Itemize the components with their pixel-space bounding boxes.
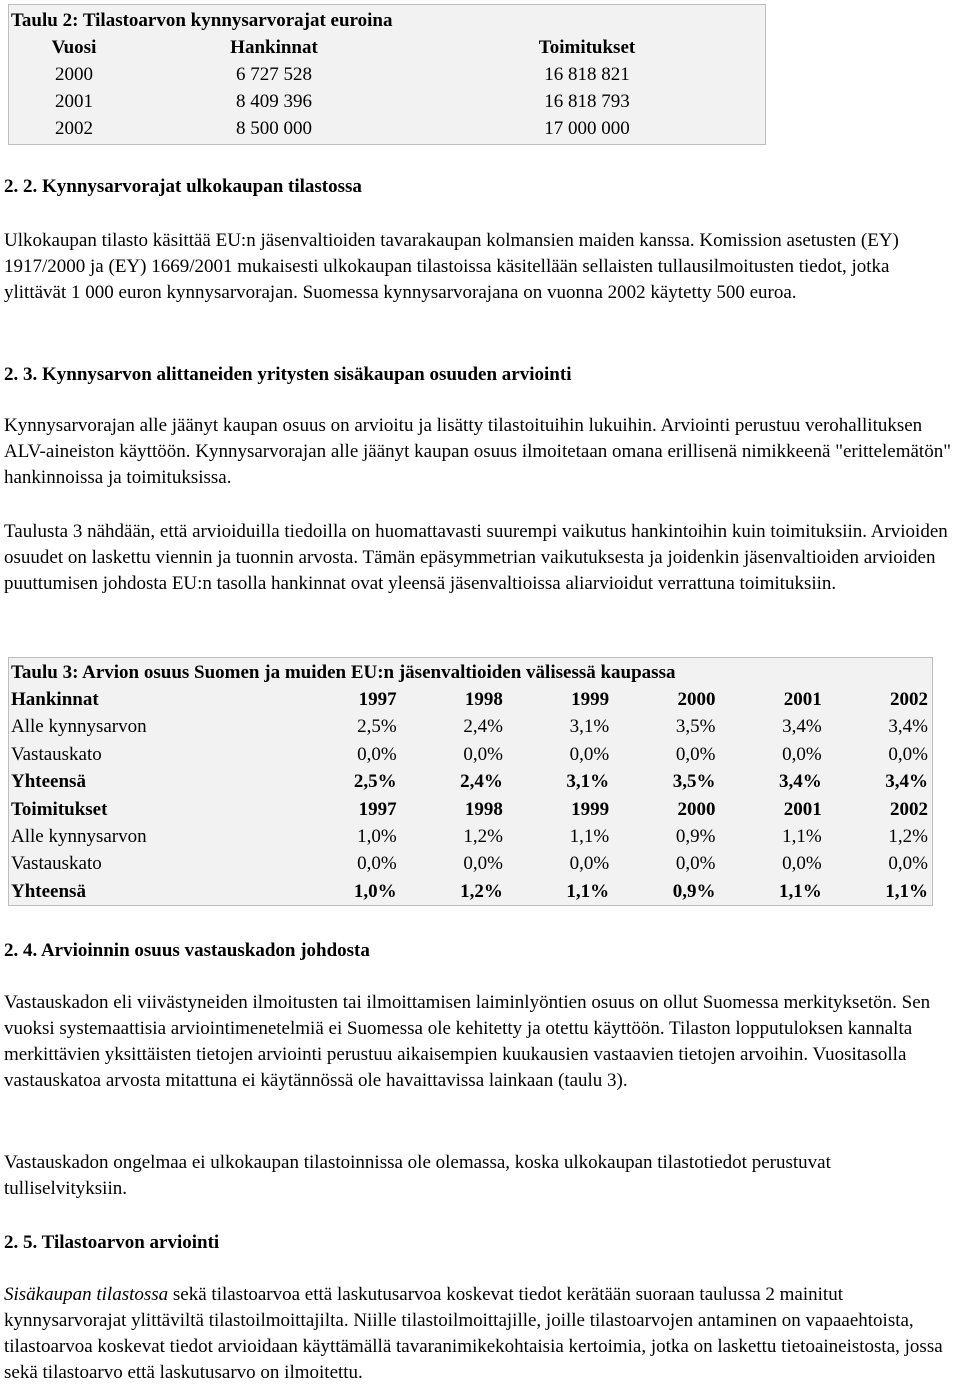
table-cell: 2001: [55, 91, 93, 112]
table-cell: 0,0%: [463, 853, 503, 875]
table-cell: 0,0%: [782, 853, 822, 875]
table-cell: 1998: [464, 798, 503, 820]
table-cell: 0,0%: [569, 743, 610, 765]
table-cell: 6 727 528: [236, 64, 312, 85]
table-cell: 0,0%: [357, 743, 397, 765]
table-cell: 2,5%: [353, 771, 397, 793]
table-cell: 3,4%: [778, 771, 822, 793]
section-2-2-heading: 2. 2. Kynnysarvorajat ulkokaupan tilastossa: [4, 176, 362, 197]
table-row-label: Yhteensä: [11, 771, 86, 793]
table-3-body: [9, 686, 932, 905]
table-row-label: Vastauskato: [11, 853, 102, 875]
table-cell: 3,4%: [885, 771, 928, 793]
table-3: [8, 657, 933, 906]
table-row-label: Yhteensä: [11, 880, 86, 902]
table-row: [9, 686, 932, 713]
table-cell: 3,4%: [782, 716, 822, 738]
table-cell: 3,1%: [569, 716, 610, 738]
table-2-header-acquisitions: Hankinnat: [230, 37, 318, 58]
table-row: [9, 823, 932, 850]
table-cell: 2000: [677, 689, 716, 710]
table-2-caption: Taulu 2: Tilastoarvon kynnysarvorajat euroina: [11, 10, 393, 31]
section-2-4-paragraph-2: Vastauskadon ongelmaa ei ulkokaupan tilastoinnissa ole olemassa, koska ulkokaupan tilastotiedot perustuvat tulliselvityksiin.: [4, 1152, 831, 1199]
table-2-header-year: Vuosi: [51, 37, 97, 58]
table-cell: 0,0%: [888, 853, 928, 875]
table-cell: 1,1%: [778, 880, 822, 902]
table-cell: 17 000 000: [544, 118, 630, 139]
table-row-label: Alle kynnysarvon: [11, 825, 147, 847]
table-cell: 1,1%: [569, 825, 610, 847]
table-cell: 0,0%: [569, 853, 610, 875]
table-row-label: Vastauskato: [11, 743, 102, 765]
section-2-4-heading: 2. 4. Arvioinnin osuus vastauskadon johdosta: [4, 940, 370, 961]
table-cell: 1,1%: [885, 880, 928, 902]
table-cell: 1,1%: [566, 880, 610, 902]
table-row: [9, 741, 932, 768]
table-cell: 8 409 396: [236, 91, 312, 112]
table-cell: 16 818 821: [544, 64, 630, 85]
table-cell: 1,0%: [353, 880, 397, 902]
table-row: [9, 713, 932, 740]
table-cell: 2,4%: [463, 716, 503, 738]
section-2-5-heading: 2. 5. Tilastoarvon arviointi: [4, 1232, 220, 1253]
table-row: [9, 88, 765, 115]
table-cell: 2,4%: [460, 771, 503, 793]
table-cell: 0,9%: [672, 880, 716, 902]
table-row-label: Hankinnat: [11, 689, 99, 710]
table-cell: 1,2%: [460, 880, 503, 902]
table-cell: 2001: [783, 689, 822, 710]
table-cell: 2002: [889, 689, 928, 710]
table-cell: 16 818 793: [544, 91, 630, 112]
table-cell: 3,4%: [888, 716, 928, 738]
table-cell: 0,0%: [463, 743, 503, 765]
table-cell: 1,0%: [357, 825, 397, 847]
table-cell: 2002: [55, 118, 93, 139]
table-cell: 1998: [464, 689, 503, 710]
table-row: [9, 878, 932, 905]
table-cell: 0,0%: [782, 743, 822, 765]
table-cell: 1999: [571, 798, 610, 820]
table-cell: 3,1%: [566, 771, 610, 793]
section-2-3-paragraph-1: Kynnysarvorajan alle jäänyt kaupan osuus on arvioitu ja lisätty tilastoituihin lukuihin. Arviointi perustuu verohallituksen ALV-aineiston käyttöön. Kynnysarvorajan alle jäänyt kaupan osuus ilmoitetaan omana erillisenä nimikkeenä "erittelemätön" hankinnoissa ja toimituksissa.: [4, 415, 951, 488]
table-cell: 8 500 000: [236, 118, 312, 139]
section-2-2-paragraph: Ulkokaupan tilasto käsittää EU:n jäsenvaltioiden tavarakaupan kolmansien maiden kanssa. Komission asetusten (EY) 1917/2000 ja (EY) 1669/2001 mukaisesti ulkokaupan tilastoissa käsitellään sellaisten tullausilmoitusten tiedot, jotka ylittävät 1 000 euron kynnysarvorajan. Suomessa kynnysarvorajana on vuonna 2002 käytetty 500 euroa.: [4, 230, 899, 303]
table-2-header-row: [9, 34, 765, 61]
table-cell: 2,5%: [357, 716, 397, 738]
italic-term: Sisäkaupan tilastossa: [4, 1284, 169, 1305]
section-2-3-heading: 2. 3. Kynnysarvon alittaneiden yritysten sisäkaupan osuuden arviointi: [4, 364, 572, 385]
table-cell: 0,0%: [675, 853, 716, 875]
table-row: [9, 796, 932, 823]
paragraph-text: sekä tilastoarvoa että laskutusarvoa koskevat tiedot kerätään suoraan taulussa 2 mainitut kynnysarvorajat ylittäviltä tilastoilmoittajilta. Niille tilastoilmoittajille, joille tilastoarvojen antaminen on vapaaehtoista, tilastoarvoa koskevat tiedot arvioidaan käyttämällä tavaranimikekohtaisia kertoimia, jotka on laskettu tietoaineistosta, jossa sekä tilastoarvo että laskutusarvo on ilmoitettu.: [4, 1284, 943, 1383]
table-row: [9, 850, 932, 877]
table-cell: 3,5%: [675, 716, 716, 738]
table-cell: 1,2%: [463, 825, 503, 847]
table-cell: 2002: [889, 798, 928, 820]
table-cell: 1,2%: [888, 825, 928, 847]
table-cell: 0,0%: [357, 853, 397, 875]
table-row-label: Alle kynnysarvon: [11, 716, 147, 738]
table-cell: 2001: [783, 798, 822, 820]
table-cell: 0,0%: [888, 743, 928, 765]
table-cell: 3,5%: [672, 771, 716, 793]
table-cell: 0,0%: [675, 743, 716, 765]
section-2-3-paragraph-2: Taulusta 3 nähdään, että arvioiduilla tiedoilla on huomattavasti suurempi vaikutus hankintoihin kuin toimituksiin. Arvioiden osuudet on laskettu viennin ja tuonnin arvosta. Tämän epäsymmetrian vaikutuksesta ja joidenkin jäsenvaltioiden arvioiden puuttumisen johdosta EU:n tasolla hankinnat ovat yleensä jäsenvaltioissa aliarvioidut verrattuna toimituksiin.: [4, 521, 948, 594]
table-row: [9, 61, 765, 88]
section-2-5-paragraph: [4, 1282, 954, 1386]
table-cell: 1999: [571, 689, 610, 710]
table-2: [8, 4, 766, 145]
table-cell: 1997: [358, 689, 397, 710]
table-cell: 1,1%: [782, 825, 822, 847]
table-cell: 2000: [55, 64, 93, 85]
table-3-caption: Taulu 3: Arvion osuus Suomen ja muiden EU:n jäsenvaltioiden välisessä kaupassa: [11, 662, 676, 683]
table-row: [9, 115, 765, 142]
section-2-4-paragraph-1: Vastauskadon eli viivästyneiden ilmoitusten tai ilmoittamisen laiminlyöntien osuus on ollut Suomessa merkityksetön. Sen vuoksi systemaattisia arviointimenetelmiä ei Suomessa ole kehitetty ja otettu käyttöön. Tilaston lopputuloksen kannalta merkittävien yksittäisten tietojen arviointi perustuu aikaisempien kuukausien vastaavien tietojen arvoihin. Vuositasolla vastauskatoa arvosta mitattuna ei käytännössä ole havaittavissa lainkaan (taulu 3).: [4, 992, 931, 1091]
table-cell: 1997: [358, 798, 397, 820]
table-2-header-dispatches: Toimitukset: [538, 37, 636, 58]
table-cell: 0,9%: [675, 825, 716, 847]
table-row-label: Toimitukset: [11, 798, 108, 820]
table-cell: 2000: [677, 798, 716, 820]
table-row: [9, 768, 932, 795]
